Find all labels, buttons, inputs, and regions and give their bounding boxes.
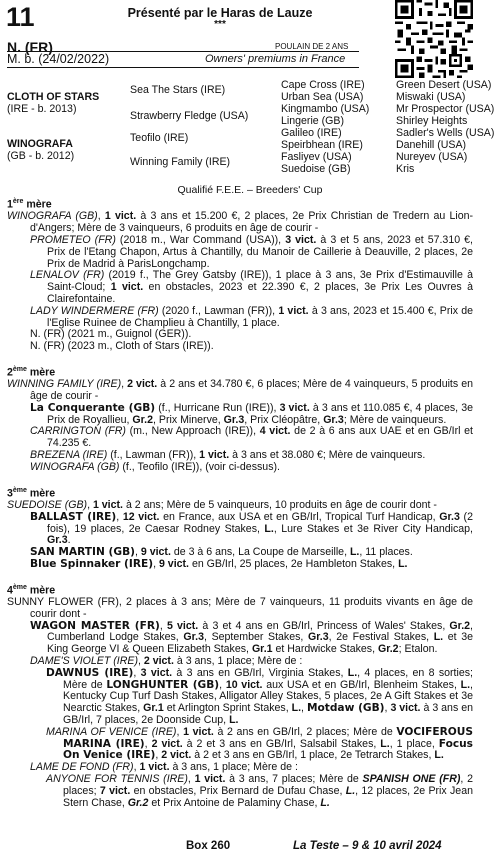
produce-item: N. (FR) (2023 m., Cloth of Stars (IRE)). bbox=[30, 340, 214, 353]
sale-location-date: La Teste – 9 & 10 avril 2024 bbox=[293, 840, 442, 852]
sire-detail: (IRE - b. 2013) bbox=[7, 103, 77, 115]
pedigree-gen4: Mr Prospector (USA) bbox=[396, 103, 495, 115]
qualification: Qualifié F.E.E. – Breeders' Cup bbox=[177, 184, 323, 196]
dam-record: SUEDOISE (GB), 1 vict. à 2 ans; Mère de 5 vainqueurs, 10 produits en âge de courir dont - bbox=[7, 498, 437, 511]
pedigree-gen3: Kingmambo (USA) bbox=[281, 103, 370, 115]
produce-item: SAN MARTIN (GB), 9 vict. de 3 à 6 ans, La Coupe de Marseille, L., 11 places. bbox=[30, 546, 413, 559]
section-title-2: 2ème mère bbox=[7, 365, 56, 379]
dam-name: WINOGRAFA bbox=[7, 138, 73, 150]
pedigree-gen3: Lingerie (GB) bbox=[281, 115, 344, 127]
produce-item: Blue Spinnaker (IRE), 9 vict. en GB/Irl, 25 places, 2e Hambleton Stakes, L. bbox=[30, 557, 408, 570]
produce-item: ANYONE FOR TENNIS (IRE), 1 vict. à 3 ans, 7 places; Mère de SPANISH ONE (FR), 2 places; 7 vict. en obstacles, Prix Bernard de Dufau Chase, L., 12 places, 2e Prix Jean Stern Chase, Gr.2 et Prix Antoine de Palaminy Chase, L. bbox=[46, 772, 473, 809]
produce-item: DAME'S VIOLET (IRE), 2 vict. à 3 ans, 1 place; Mère de : bbox=[30, 655, 303, 668]
produce-item: MARINA OF VENICE (IRE), 1 vict. à 2 ans en GB/Irl, 2 places; Mère de VOCIFEROUS MARINA (IRE), 2 vict. à 2 et 3 ans en GB/Irl, Salsabil Stakes, L., 1 place, Focus On Venice (IRE), 2 vict. à 2 et 3 ans en GB/Irl, 1 place, 2e Tetrarch Stakes, L. bbox=[46, 725, 473, 762]
produce-item: BREZENA (IRE) (f., Lawman (FR)), 1 vict. à 3 ans et 38.080 €; Mère de vainqueurs. bbox=[30, 449, 426, 461]
section-title-3: 3ème mère bbox=[7, 486, 56, 500]
dam-record: WINNING FAMILY (IRE), 2 vict. à 2 ans et 34.780 €, 6 places; Mère de 4 vainqueurs, 5 produits en âge de courir - bbox=[7, 378, 473, 403]
pedigree-gen2: Strawberry Fledge (USA) bbox=[130, 110, 249, 122]
box-number: Box 260 bbox=[186, 840, 231, 852]
category: POULAIN DE 2 ANS bbox=[275, 42, 349, 51]
pedigree-gen3: Fasliyev (USA) bbox=[281, 151, 352, 163]
stars: *** bbox=[214, 19, 226, 30]
pedigree-gen3: Speirbhean (IRE) bbox=[281, 139, 363, 151]
pedigree-gen4: Nureyev (USA) bbox=[396, 151, 468, 163]
produce-item: CARRINGTON (FR) (m., New Approach (IRE)), 4 vict. de 2 à 6 ans aux UAE et en GB/Irl et 74.235 €. bbox=[30, 425, 473, 450]
dam-detail: (GB - b. 2012) bbox=[7, 150, 75, 162]
pedigree-gen2: Winning Family (IRE) bbox=[130, 156, 231, 168]
produce-item: PROMETEO (FR) (2018 m., War Command (USA)), 3 vict. à 3 et 5 ans, 2023 et 57.310 €, Prix de l'Etang Chapon, Artus à Chantilly, du Manoir de Caillerie à Deauville, 2 places, 2e Prix de Madrid à ParisLongchamp. bbox=[30, 233, 473, 270]
horse-name: N. (FR) bbox=[7, 39, 53, 55]
pedigree-gen3: Urban Sea (USA) bbox=[281, 91, 364, 103]
lot-number: 11 bbox=[6, 2, 35, 32]
pedigree-gen2: Sea The Stars (IRE) bbox=[130, 84, 226, 96]
section-title-1: 1ère mère bbox=[7, 198, 52, 211]
qr-code-icon bbox=[395, 0, 473, 78]
dam-record: WINOGRAFA (GB), 1 vict. à 3 ans et 15.200 €, 2 places, 2e Prix Christian de Tredern au Lion-d'Angers; Mère de 3 vainqueurs, 6 produits en âge de courir - bbox=[7, 210, 474, 235]
pedigree-gen4: Green Desert (USA) bbox=[396, 79, 492, 91]
produce-item: La Conquerante (GB) (f., Hurricane Run (IRE)), 3 vict. à 3 ans et 110.085 €, 4 places, 3e Prix de Royallieu, Gr.2, Prix Minerve, Gr.3, Prix Cléopâtre, Gr.3; Mère de vainqueurs. bbox=[30, 401, 473, 426]
section-title-4: 4ème mère bbox=[7, 583, 56, 597]
pedigree-gen4: Miswaki (USA) bbox=[396, 91, 466, 103]
pedigree-gen3: Suedoise (GB) bbox=[281, 163, 351, 175]
divider bbox=[7, 67, 359, 68]
pedigree-gen4: Sadler's Wells (USA) bbox=[396, 127, 495, 139]
produce-item: DAWNUS (IRE), 3 vict. à 3 ans en GB/Irl, Virginia Stakes, L., 4 places, en 8 sorties; Mère de LONGHUNTER (GB), 10 vict. aux USA et en GB/Irl, Blenheim Stakes, L., Kentucky Cup Turf Dash Stakes, Alligator Alley Stakes, 5 places, 2e A Gift Stakes et 3e Nearctic Stakes, Gr.1 et Arlington Sprint Stakes, L., Motdaw (GB), 3 vict. à 3 ans en GB/Irl, 7 places, 2e Doonside Cup, L. bbox=[46, 666, 473, 726]
pedigree-gen4: Danehill (USA) bbox=[396, 139, 467, 151]
pedigree-gen3: Cape Cross (IRE) bbox=[281, 79, 365, 91]
pedigree-gen4: Shirley Heights bbox=[396, 115, 468, 127]
produce-record bbox=[7, 196, 473, 809]
pedigree-gen2: Teofilo (IRE) bbox=[130, 132, 189, 144]
pedigree-gen3: Galileo (IRE) bbox=[281, 127, 342, 139]
dam-record: SUNNY FLOWER (FR), 2 places à 3 ans; Mère de 7 vainqueurs, 11 produits vivants en âge de courir dont - bbox=[7, 596, 473, 620]
birth-info: M. b. (24/02/2022) bbox=[7, 52, 110, 66]
produce-item: WAGON MASTER (FR), 5 vict. à 3 et 4 ans en GB/Irl, Princess of Wales' Stakes, Gr.2, Cumberland Lodge Stakes, Gr.3, September Stakes, Gr.3, 2e Festival Stakes, L. et 3e King George VI & Queen Elizabeth Stakes, Gr.1 et Hardwicke Stakes, Gr.2; Etalon. bbox=[30, 619, 473, 656]
produce-item: WINOGRAFA (GB) (f., Teofilo (IRE)), (voir ci-dessus). bbox=[30, 460, 280, 473]
presenter: Présenté par le Haras de Lauze bbox=[127, 6, 313, 20]
produce-item: N. (FR) (2021 m., Guignol (GER)). bbox=[30, 328, 192, 341]
produce-item: LADY WINDERMERE (FR) (2020 f., Lawman (FR)), 1 vict. à 3 ans, 2023 et 15.400 €, Prix de l'Eglise Ruinee de Champlieu à Chantilly, 1 place. bbox=[30, 304, 473, 329]
produce-item: LAME DE FOND (FR), 1 vict. à 3 ans, 1 place; Mère de : bbox=[30, 761, 298, 774]
produce-item: LENALOV (FR) (2019 f., The Grey Gatsby (IRE)), 1 place à 3 ans, 3e Prix d'Estimauville à Saint-Cloud; 1 vict. en obstacles, 2023 et 22.390 €, 2 places, 3e Prix Les Ouvres à Clairefontaine. bbox=[30, 269, 473, 305]
owners-premiums: Owners' premiums in France bbox=[205, 53, 346, 65]
pedigree-gen4: Kris bbox=[396, 163, 415, 175]
sire-name: CLOTH OF STARS bbox=[7, 91, 100, 103]
produce-item: BALLAST (IRE), 12 vict. en France, aux USA et en GB/Irl, Tropical Turf Handicap, Gr.3 (2 fois), 19 places, 2e Caesar Rodney Stakes, L., Lure Stakes et 3e River City Handicap, Gr.3. bbox=[30, 510, 473, 547]
